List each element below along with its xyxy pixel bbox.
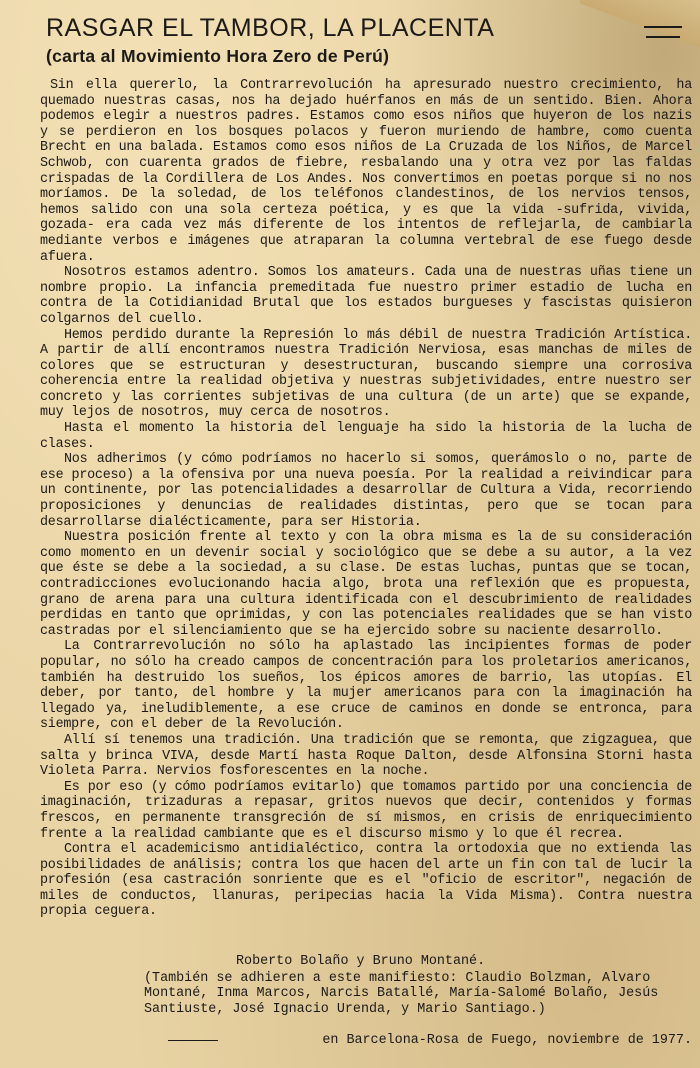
- edge-mark: [644, 26, 682, 28]
- paragraph: Hemos perdido durante la Represión lo más débil de nuestra Tradición Artística. A partir de allí encontramos nuestra Tradición Nerviosa, esas manchas de miles de colores que se estructuran y desestructuran, buscando siempre una corrosiva coherencia entre la realidad objetiva y nuestras subjetividades, entre nuestro ser concreto y las corrientes subjetivas de una cultura (de un arte) que se expande, muy lejos de nosotros, muy cerca de nosotros.: [40, 327, 692, 421]
- document-title: RASGAR EL TAMBOR, LA PLACENTA: [46, 14, 495, 42]
- divider: [168, 1040, 218, 1041]
- paragraph: Allí sí tenemos una tradición. Una tradición que se remonta, que zigzaguea, que salta y brinca VIVA, desde Martí hasta Roque Dalton, desde Alfonsina Storni hasta Violeta Parra. Nervios fosforescentes en la noche.: [40, 732, 692, 780]
- signature-adherents: (También se adhieren a este manifiesto: Claudio Bolzman, Alvaro Montané, Inma Marcos, Narcis Batallé, María-Salomé Bolaño, Jesús Santiuste, José Ignacio Urenda, y Mario Santiago.): [144, 970, 659, 1017]
- paragraph: Nos adherimos (y cómo podríamos no hacerlo si somos, querámoslo o no, parte de ese proceso) a la ofensiva por una nueva poesía. Por la realidad a reivindicar para un continente, por las potencialidades a desarrollar de Cultura a Vida, recorriendo proposiciones y denuncias de realidades distintas, pero que se tocan para desarrollarse dialécticamente, para ser Historia.: [40, 452, 692, 530]
- document-subtitle: (carta al Movimiento Hora Zero de Perú): [46, 46, 390, 66]
- paragraph: Nosotros estamos adentro. Somos los amateurs. Cada una de nuestras uñas tiene un nombre propio. La infancia premeditada fue nuestro primer estadio de lucha en contra de la Cotidianidad Brutal que los estados burgueses y fascistas quisieron colgarnos del cuello.: [40, 265, 692, 327]
- paragraph: Sin ella quererlo, la Contrarrevolución ha apresurado nuestro crecimiento, ha quemado nuestras casas, nos ha dejado huérfanos en más de un sentido. Bien. Ahora podemos elegir a nuestros padres. Estamos como esos niños que huyeron de los nazis y se perdieron en los bosques polacos y fueron muriendo de hambre, como cuenta Brecht en una balada. Estamos como esos niños de La Cruzada de los Niños, de Marcel Schwob, con cuarenta grados de fiebre, resbalando una y otra vez por las faldas crispadas de la Cordillera de Los Andes. Nos convertimos en poetas porque si no nos moríamos. De la soledad, de los teléfonos clandestinos, de los nervios tensos, hemos salido con una sola certeza poética, y es que la vida -sufrida, vivida, gozada- era cada vez más diferente de los intentos de reflejarla, de cambiarla mediante verbos e imágenes que atraparan la columna vertebral de ese fuego desde afuera.: [40, 78, 692, 265]
- edge-mark: [646, 36, 680, 38]
- paragraph: Es por eso (y cómo podríamos evitarlo) que tomamos partido por una conciencia de imaginación, trizaduras a repasar, gritos nuevos que decir, contenidos y formas frescos, en permanente transgreción de sí mismos, en crisis de enriquecimiento frente a la realidad cambiante que es el discurso mismo y lo que él recrea.: [40, 779, 692, 842]
- dateline: en Barcelona-Rosa de Fuego, noviembre de 1977.: [322, 1033, 692, 1048]
- torn-corner: [580, 0, 700, 60]
- paragraph: La Contrarrevolución no sólo ha aplastado las incipientes formas de poder popular, no sólo ha creado campos de concentración para los proletarios americanos, también ha destruido los sueños, los épicos amores de barrio, las utopías. El deber, por tanto, del hombre y la mujer americanos para con la imaginación ha llegado ya, ineludiblemente, a ese cruce de caminos en donde se entronca, para siempre, con el deber de la Revolución.: [40, 639, 692, 733]
- manifesto-body: [40, 78, 692, 920]
- paragraph: Nuestra posición frente al texto y con la obra misma es la de su consideración como momento en un devenir social y sociológico que se debe a su autor, a la vez que éste se debe a la sociedad, a su clase. De estas luchas, puntas que se tocan, contradicciones evolucionando hacia algo, brota una reflexión que es propuesta, grano de arena para una cultura identificada con el descubrimiento de realidades perdidas en tanto que oprimidas, y con las potenciales realidades que se han visto castradas por el silenciamiento que se ha ejercido sobre su naciente desarrollo.: [40, 530, 692, 639]
- signature-authors: Roberto Bolaño y Bruno Montané.: [236, 954, 486, 969]
- paragraph: Contra el academicismo antidialéctico, contra la ortodoxia que no extienda las posibilidades de análisis; contra los que hacen del arte un fin con tal de lucir la profesión (esa castración sonriente que es el "oficio de escritor", negación de miles de conductos, llanuras, peripecias hacia la Vida Misma). Contra nuestra propia ceguera.: [40, 842, 692, 920]
- signature-block: [40, 954, 692, 1017]
- paragraph: Hasta el momento la historia del lenguaje ha sido la historia de la lucha de clases.: [40, 421, 692, 452]
